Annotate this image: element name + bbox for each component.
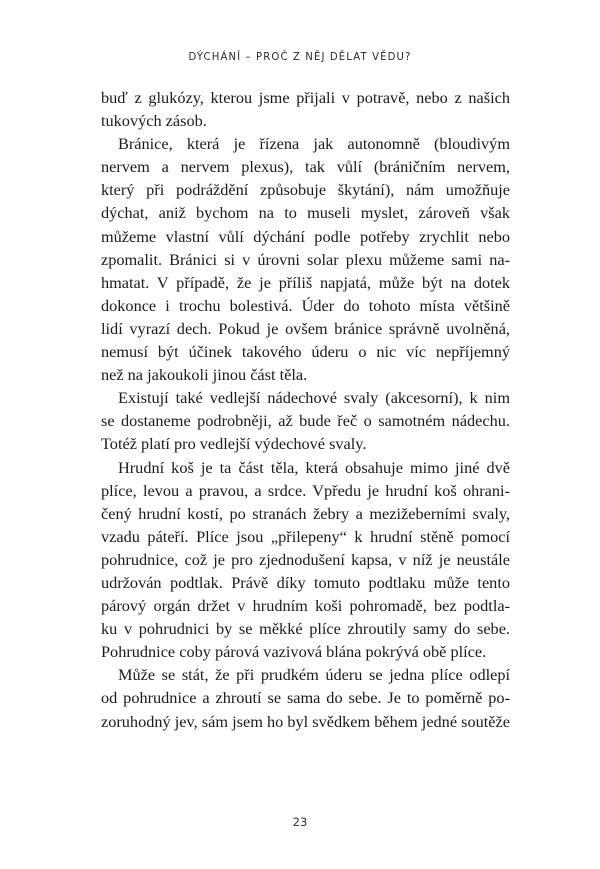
paragraph: [101, 663, 510, 732]
running-head: DÝCHÁNÍ – PROČ Z NĚJ DĚLAT VĚDU?: [188, 50, 412, 63]
text-line: ku v pohrudnici by se měkké plíce zhroutily samy do sebe.: [101, 619, 510, 639]
text-line: zoruhodný jev, sám jsem ho byl svědkem během jedné soutěže: [101, 711, 510, 731]
text-line: plíce, levou a pravou, a srdce. Vpředu je hrudní koš ohrani-: [101, 480, 510, 500]
page-number: 23: [292, 815, 308, 829]
text-line: lidí vyrazí dech. Pokud je ovšem bránice správně uvolněná,: [101, 318, 510, 338]
text-line: Totéž platí pro vedlejší výdechové svaly.: [101, 434, 367, 454]
paragraph: [101, 456, 510, 664]
text-line: zpomalit. Bránici si v úrovni solar plexu můžeme sami na-: [101, 249, 510, 269]
text-line: tukových zásob.: [101, 111, 207, 131]
text-line: nervem a nervem plexus), tak vůlí (bráničním nervem,: [101, 157, 510, 177]
text-line: než na jakoukoli jinou část těla.: [101, 365, 308, 385]
text-line: Hrudní koš je ta část těla, která obsahuje mimo jiné dvě: [118, 457, 510, 477]
body-text: [101, 86, 510, 733]
text-line: čený hrudní kostí, po stranách žebry a mezižeberními svaly,: [101, 503, 510, 523]
text-line: párový orgán držet v hrudním koši pohromadě, bez podtla-: [101, 596, 510, 616]
text-line: pohrudnice, což je pro zjednodušení kapsa, v níž je neustále: [101, 549, 510, 569]
paragraph: [101, 86, 510, 132]
paragraph: [101, 386, 510, 455]
paragraph: [101, 132, 510, 386]
text-line: dokonce i trochu bolestivá. Úder do tohoto místa většině: [101, 295, 510, 315]
text-line: dýchat, aniž bychom na to museli myslet, zároveň však: [101, 203, 510, 223]
text-line: který při podráždění způsobuje škytání), nám umožňuje: [101, 180, 510, 200]
text-line: můžeme vlastní vůlí dýchání podle potřeby zrychlit nebo: [101, 226, 510, 246]
text-line: Existují také vedlejší nádechové svaly (akcesorní), k nim: [118, 388, 510, 408]
text-line: vzadu páteří. Plíce jsou „přilepeny“ k hrudní stěně pomocí: [101, 526, 510, 546]
text-line: nemusí být účinek takového úderu o nic víc nepříjemný: [101, 342, 510, 362]
text-line: od pohrudnice a zhroutí se sama do sebe. Je to poměrně po-: [101, 688, 510, 708]
text-line: udržován podtlak. Právě díky tomuto podtlaku může tento: [101, 572, 510, 592]
text-line: Pohrudnice coby párová vazivová blána pokrývá obě plíce.: [101, 642, 487, 662]
text-line: Může se stát, že při prudkém úderu se jedna plíce odlepí: [118, 665, 510, 685]
text-line: Bránice, která je řízena jak autonomně (bloudivým: [118, 134, 510, 154]
text-line: hmatat. V případě, že je příliš napjatá, může být na dotek: [101, 272, 510, 292]
text-line: se dostaneme podrobněji, až bude řeč o samotném nádechu.: [101, 411, 510, 431]
text-line: buď z glukózy, kterou jsme přijali v potravě, nebo z našich: [101, 88, 510, 107]
